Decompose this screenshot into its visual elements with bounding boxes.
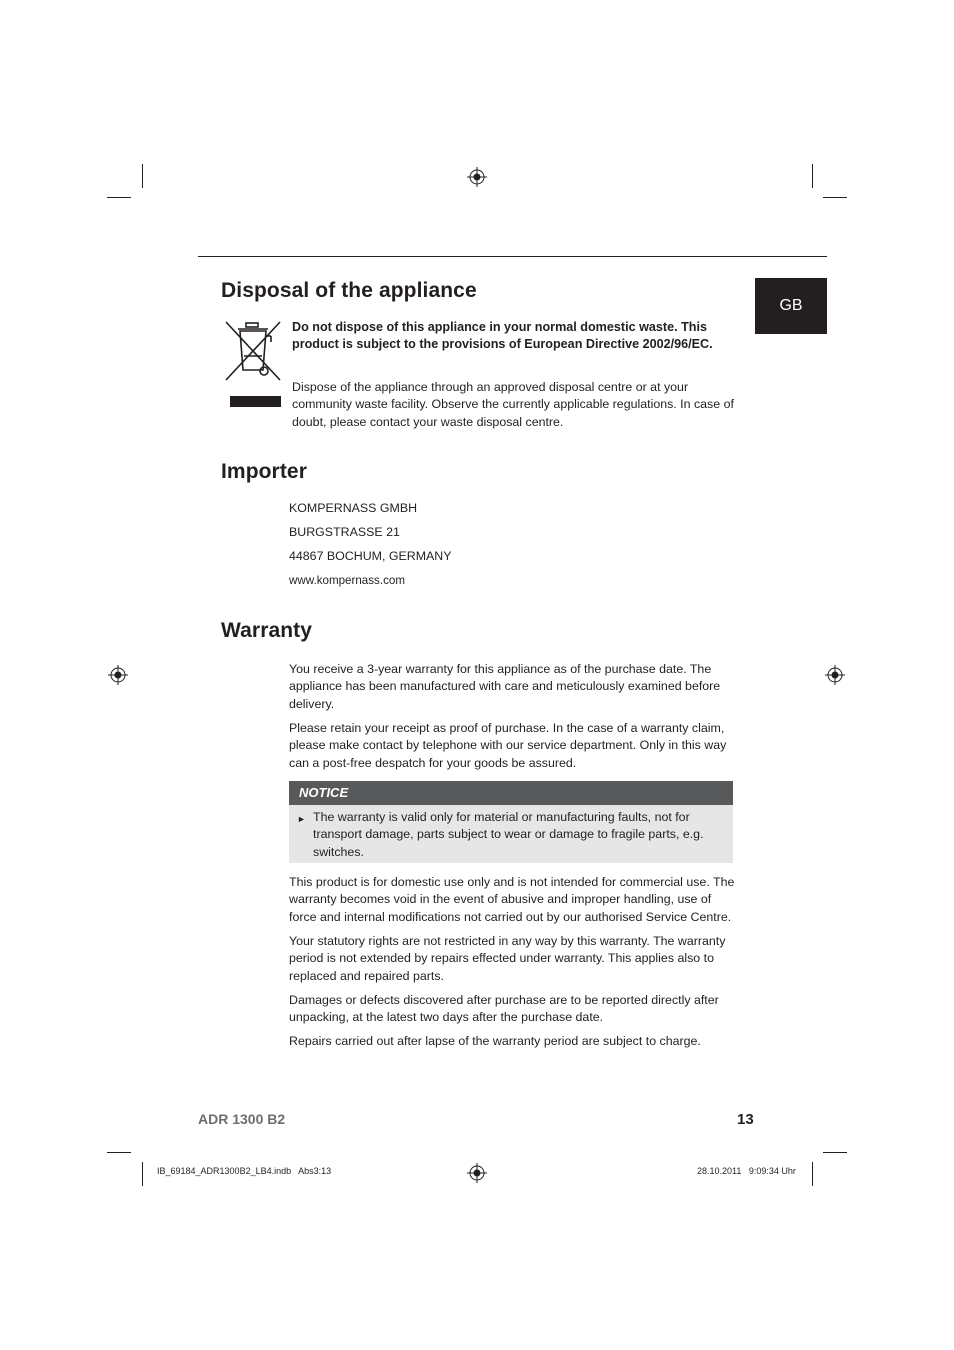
footer-model-number: ADR 1300 B2 bbox=[198, 1111, 286, 1127]
print-slug-date: 28.10.2011 9:09:34 Uhr bbox=[697, 1166, 796, 1176]
registration-mark-icon bbox=[825, 665, 845, 685]
crop-mark bbox=[107, 1152, 131, 1153]
print-slug-file: IB_69184_ADR1300B2_LB4.indb Abs3:13 bbox=[157, 1166, 332, 1176]
crop-mark bbox=[107, 197, 131, 198]
importer-street: BURGSTRASSE 21 bbox=[289, 525, 400, 539]
section-title-disposal: Disposal of the appliance bbox=[221, 279, 477, 302]
crop-mark bbox=[812, 164, 813, 188]
warranty-paragraph: Please retain your receipt as proof of purchase. In the case of a warranty claim, please make contact by telephone with our service department. Only in this way can a post-free despatch for your goods be assured. bbox=[289, 721, 727, 770]
crop-mark bbox=[823, 1152, 847, 1153]
notice-heading: NOTICE bbox=[289, 781, 733, 805]
registration-mark-icon bbox=[467, 1163, 487, 1183]
disposal-instructions: Dispose of the appliance through an approved disposal centre or at your community waste facility. Observe the currently applicable regulations. In case of doubt, please contact your waste disposal centre. bbox=[292, 380, 734, 429]
warranty-paragraph: This product is for domestic use only and is not intended for commercial use. The warranty becomes void in the event of abusive and improper handling, use of force and internal modifications not carried out by our authorised Service Centre. bbox=[289, 875, 735, 924]
importer-city: 44867 BOCHUM, GERMANY bbox=[289, 549, 452, 563]
triangle-right-icon: ► bbox=[297, 814, 306, 824]
notice-text: The warranty is valid only for material or manufacturing faults, not for transport damage, parts subject to wear or damage to fragile parts, e.g. switches. bbox=[313, 810, 704, 859]
page-number: 13 bbox=[737, 1111, 754, 1128]
warranty-paragraph: You receive a 3-year warranty for this appliance as of the purchase date. The appliance has been manufactured with care and meticulously examined before delivery. bbox=[289, 662, 721, 711]
crop-mark bbox=[142, 1162, 143, 1186]
section-title-importer: Importer bbox=[221, 460, 307, 483]
importer-website: www.kompernass.com bbox=[289, 574, 405, 587]
warranty-paragraph: Damages or defects discovered after purchase are to be reported directly after unpacking, at the latest two days after the purchase date. bbox=[289, 993, 719, 1025]
notice-box bbox=[289, 781, 733, 863]
registration-mark-icon bbox=[108, 665, 128, 685]
header-rule bbox=[198, 256, 827, 257]
crop-mark bbox=[823, 197, 847, 198]
crossed-out-wheelie-bin-icon bbox=[222, 318, 284, 410]
importer-company: KOMPERNASS GMBH bbox=[289, 501, 418, 515]
notice-content bbox=[289, 805, 733, 861]
crop-mark bbox=[812, 1162, 813, 1186]
warranty-paragraph: Repairs carried out after lapse of the warranty period are subject to charge. bbox=[289, 1034, 701, 1048]
section-title-warranty: Warranty bbox=[221, 619, 313, 642]
warranty-paragraph: Your statutory rights are not restricted in any way by this warranty. The warranty period is not extended by repairs effected under warranty. This applies also to replaced and repaired parts. bbox=[289, 934, 726, 983]
language-tab: GB bbox=[755, 278, 827, 334]
registration-mark-icon bbox=[467, 167, 487, 187]
disposal-warning: Do not dispose of this appliance in your normal domestic waste. This product is subject to the provisions of European Directive 2002/96/EC. bbox=[292, 320, 713, 352]
crop-mark bbox=[142, 164, 143, 188]
